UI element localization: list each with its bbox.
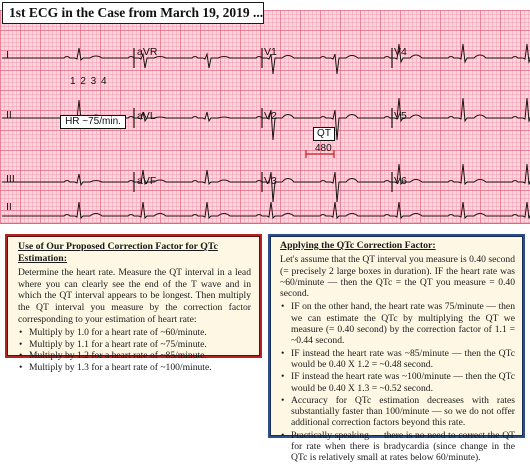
list-item: • Accuracy for QTc estimation decreases with rates substantially faster than 100/minute — so we do not offer additional correction factors beyond this rate. [280,395,515,429]
correction-factor-list [18,327,251,373]
lead-label-III: III [6,173,15,185]
hr-label: HR ~75/min. [60,115,126,129]
correction-factor-box [5,234,262,373]
page-title: 1st ECG in the Case from March 19, 2019 ... [2,2,264,24]
applying-qtc-box [268,234,525,464]
correction-factor-heading: Use of Our Proposed Correction Factor for QTc Estimation: [18,241,218,264]
lead-label-I: I [6,49,9,61]
list-item: • Multiply by 1.1 for a heart rate of ~75/minute. [18,339,251,351]
lead-label-aVL: aVL [137,110,156,122]
list-item: • IF instead the heart rate was ~100/minute — then the QTc would be 0.40 X 1.3 = ~0.52 second. [280,371,515,394]
list-item: • Multiply by 1.2 for a heart rate of ~85/minute. [18,350,251,362]
qt-label: QT [313,127,335,141]
list-item: • Multiply by 1.0 for a heart rate of ~60/minute. [18,327,251,339]
applying-qtc-heading: Applying the QTc Correction Factor: [280,240,436,251]
lead-label-II: II [6,109,12,121]
list-item: • Practically speaking — there is no need to correct the QT for rate when there is bradycardia (since change in the QTc is relatively small at rates below 60/minute). [280,430,515,464]
lead-label-aVR: aVR [137,46,158,58]
ecg-trace [2,202,530,218]
lead-label-V3: V3 [264,175,277,187]
list-item: • IF on the other hand, the heart rate was 75/minute — then we can estimate the QTc by multiplying the QT we measure (= 0.40 second) by the correction factor of 1.1 = ~0.44 second. [280,301,515,346]
beat-numbers: 1 2 3 4 [70,76,107,87]
list-item: • IF instead the heart rate was ~85/minute — then the QTc would be 0.40 X 1.2 = ~0.48 second. [280,348,515,371]
lead-label-V1: V1 [264,46,277,58]
lead-label-V6: V6 [394,175,407,187]
qt-value: 480 [315,143,332,154]
lead-label-V4: V4 [394,46,407,58]
correction-factor-paragraph: Determine the heart rate. Measure the QT interval in a lead where you can clearly see the end of the T wave and in which the QT interval appears to be longest. Then multiply the QT interval you measure by the correction factor corresponding to your estimation of heart rate: [18,267,251,325]
lead-label-V5: V5 [394,110,407,122]
lead-label-II-rhythm: II [6,201,12,213]
applying-qtc-paragraph: Let's assume that the QT interval you measure is 0.40 second (= precisely 2 large boxes in duration). IF the heart rate was ~60/minute — then the QTc = the QT you measure = 0.40 second. [280,254,515,300]
lead-label-aVF: aVF [137,175,157,187]
list-item: • Multiply by 1.3 for a heart rate of ~100/minute. [18,362,251,374]
applying-qtc-list [280,301,515,463]
lead-label-V2: V2 [264,110,277,122]
ecg-tracing [0,10,530,224]
